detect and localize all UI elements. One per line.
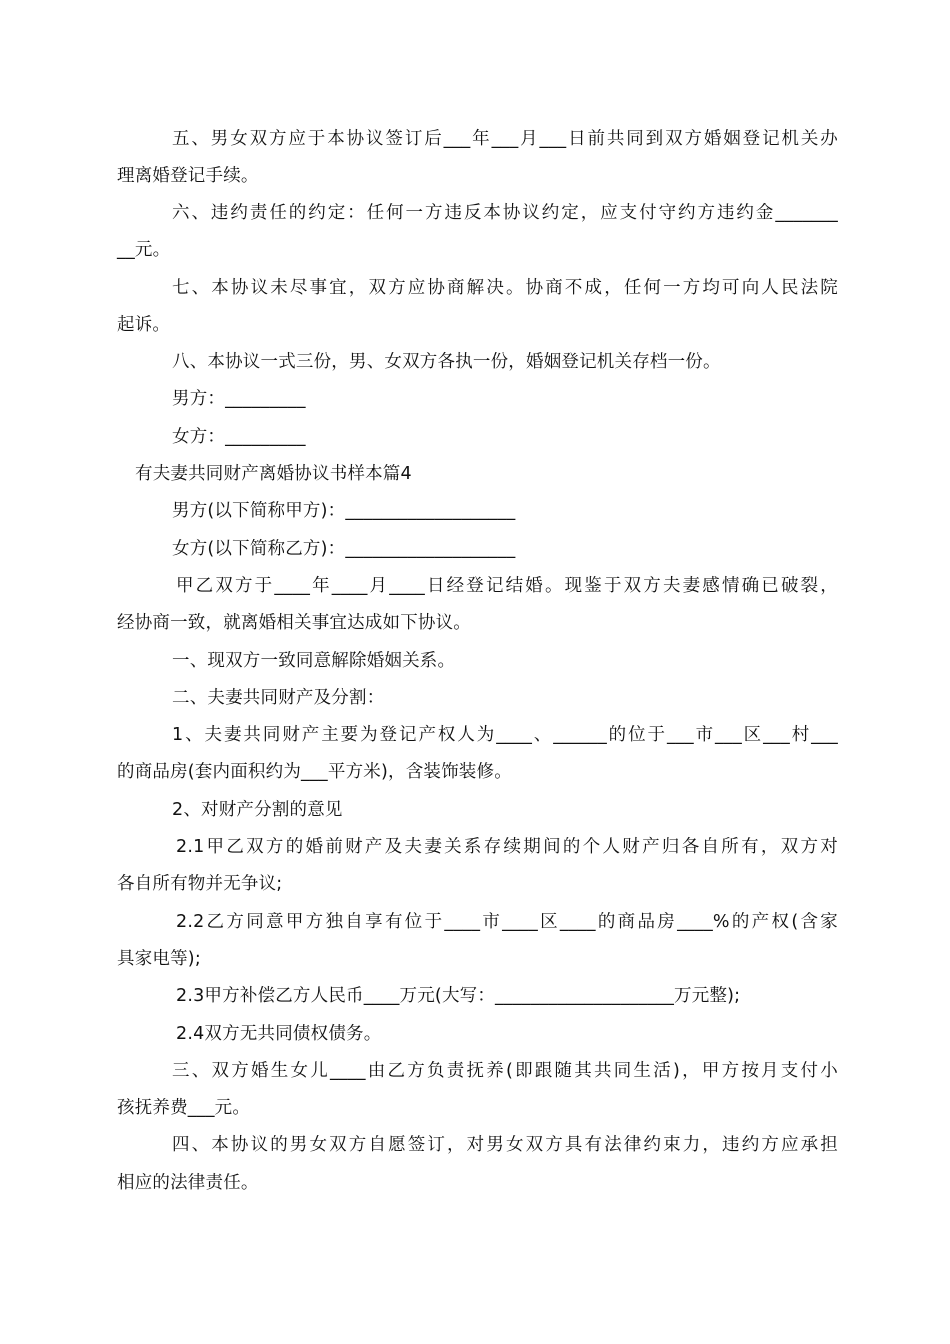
- article-4-line-1: 四、本协议的男女双方自愿签订，对男女双方具有法律约束力，违约方应承担: [172, 1135, 838, 1155]
- item-2-1-line-2: 各自所有物并无争议;: [117, 874, 283, 894]
- female-signature-line: 女方：_________: [172, 427, 306, 447]
- article-4-line-2: 相应的法律责任。: [117, 1173, 259, 1193]
- article-2-1-line-1: 1、夫妻共同财产主要为登记产权人为____、______的位于___市___区___村___: [172, 725, 838, 745]
- clause-7-line-2: 起诉。: [117, 315, 171, 335]
- clause-7-line-1: 七、本协议未尽事宜，双方应协商解决。协商不成，任何一方均可向人民法院: [172, 278, 838, 298]
- article-2-1-line-2: 的商品房(套内面积约为___平方米)，含装饰装修。: [117, 762, 512, 782]
- section-title: 有夫妻共同财产离婚协议书样本篇4: [135, 464, 412, 484]
- article-2-2-heading: 2、对财产分割的意见: [172, 800, 343, 820]
- clause-6-line-2: __元。: [117, 240, 171, 260]
- party-b-line: 女方(以下简称乙方)：___________________: [172, 539, 516, 559]
- male-signature-line: 男方：_________: [172, 389, 306, 409]
- article-2-heading: 二、夫妻共同财产及分割：: [172, 688, 385, 708]
- article-3-line-1: 三、双方婚生女儿____由乙方负责抚养(即跟随其共同生活)，甲方按月支付小: [172, 1061, 838, 1081]
- clause-6-line-1: 六、违约责任的约定：任何一方违反本协议约定，应支付守约方违约金_______: [172, 203, 838, 223]
- item-2-2-line-1: 2.2乙方同意甲方独自享有位于____市____区____的商品房____%的产权(含家: [176, 912, 838, 932]
- article-3-line-2: 孩抚养费___元。: [117, 1098, 251, 1118]
- preamble-line-2: 经协商一致，就离婚相关事宜达成如下协议。: [117, 613, 471, 633]
- party-a-line: 男方(以下简称甲方)：___________________: [172, 501, 516, 521]
- item-2-4: 2.4双方无共同债权债务。: [176, 1024, 382, 1044]
- item-2-3: 2.3甲方补偿乙方人民币____万元(大写：____________________万元整);: [176, 986, 741, 1006]
- item-2-1-line-1: 2.1甲乙双方的婚前财产及夫妻关系存续期间的个人财产归各自所有，双方对: [176, 837, 838, 857]
- article-1: 一、现双方一致同意解除婚姻关系。: [172, 651, 456, 671]
- item-2-2-line-2: 具家电等);: [117, 949, 201, 969]
- clause-8: 八、本协议一式三份，男、女双方各执一份，婚姻登记机关存档一份。: [172, 352, 721, 372]
- preamble-line-1: 甲乙双方于____年____月____日经登记结婚。现鉴于双方夫妻感情确已破裂，: [176, 576, 838, 596]
- clause-5-line-2: 理离婚登记手续。: [117, 166, 259, 186]
- clause-5-line-1: 五、男女双方应于本协议签订后___年___月___日前共同到双方婚姻登记机关办: [172, 129, 838, 149]
